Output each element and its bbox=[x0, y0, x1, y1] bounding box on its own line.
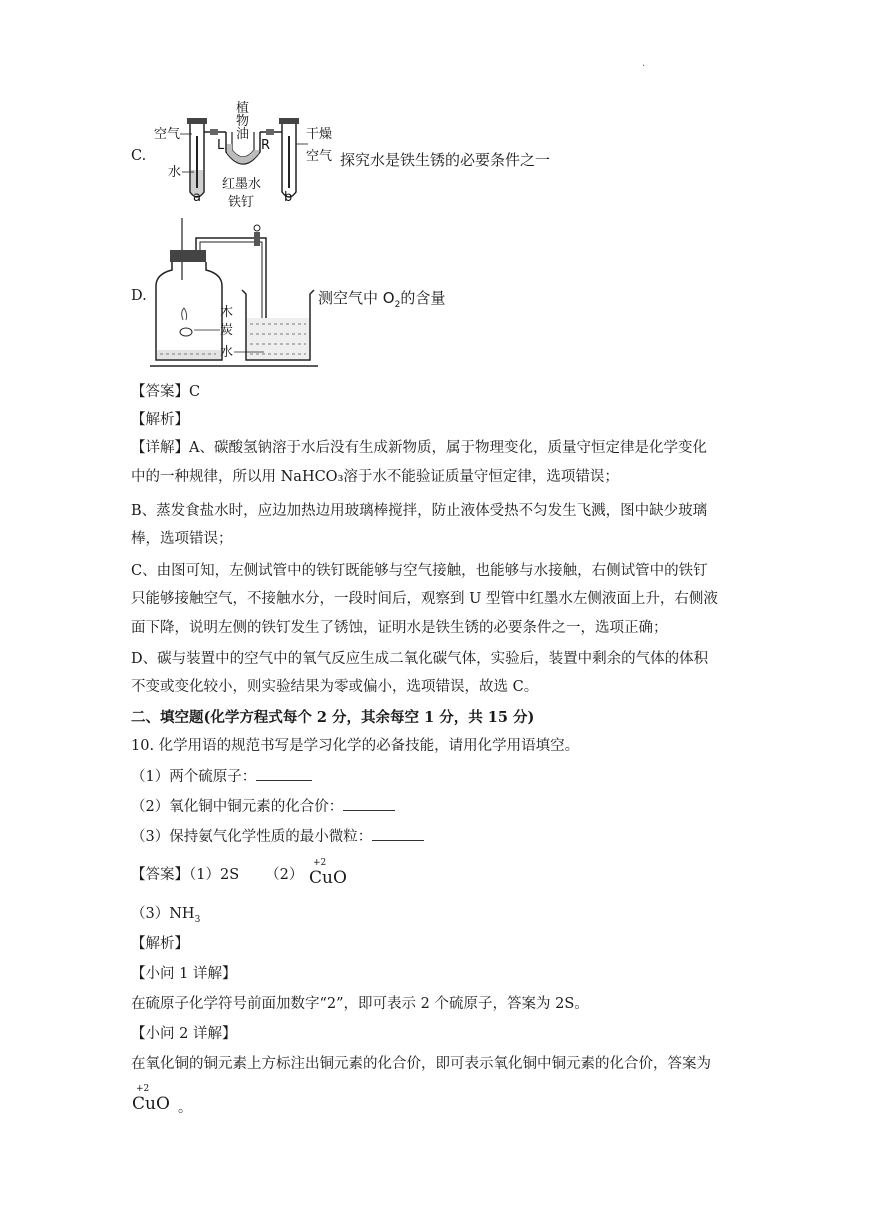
fig-R-label: R bbox=[261, 138, 271, 153]
detail-line-9: 不变或变化较小，则实验结果为零或偏小，选项错误，故选 C。 bbox=[131, 679, 539, 695]
small-2-cuo: CuO bbox=[132, 1094, 170, 1114]
option-c-label: C. bbox=[131, 148, 147, 164]
q10-sub-2: （2）氧化铜中铜元素的化合价： bbox=[131, 798, 395, 816]
detail-line-8: D、碳与装置中的空气中的氧气反应生成二氧化碳气体，实验后，装置中剩余的气体的体积 bbox=[131, 651, 709, 667]
detail-line-4: 棒，选项错误； bbox=[131, 531, 233, 547]
fig-dry-air-label: 空气 bbox=[306, 149, 333, 164]
option-d-label: D. bbox=[131, 288, 147, 304]
q10-stem: 10. 化学用语的规范书写是学习化学的必备技能，请用化学用语填空。 bbox=[131, 738, 580, 754]
fig-veg-oil-1: 植 bbox=[236, 101, 250, 116]
section-2-title: 二、填空题(化学方程式每个 2 分，其余每空 1 分，共 15 分) bbox=[131, 709, 535, 726]
answer-2-part-3: $(3)NH_3$ bbox=[131, 906, 201, 925]
detail-line-1: 【详解】A、碳酸氢钠溶于水后没有生成新物质，属于物理变化，质量守恒定律是化学变化 bbox=[131, 440, 707, 456]
fig-dry-label: 干燥 bbox=[306, 127, 333, 142]
answer-valence: +2 bbox=[313, 858, 327, 868]
small-2-period: 。 bbox=[178, 1100, 192, 1116]
detail-line-3: B、蒸发食盐水时，应边加热边用玻璃棒搅拌，防止液体受热不匀发生飞溅，图中缺少玻璃 bbox=[131, 503, 708, 519]
fig-L-label: L bbox=[217, 138, 225, 153]
detail-line-7: 面下降，说明左侧的铁钉发生了锈蚀，证明水是铁生锈的必要条件之一，选项正确； bbox=[131, 620, 668, 636]
detail-line-5: C、由图可知，左侧试管中的铁钉既能够与空气接触，也能够与水接触，右侧试管中的铁钉 bbox=[131, 563, 708, 579]
answer-1: 【答案】C bbox=[131, 384, 201, 400]
small-question-2-text: 在氧化铜的铜元素上方标注出铜元素的化合价，即可表示氧化铜中铜元素的化合价，答案为 bbox=[131, 1056, 711, 1072]
fig-water-label-d: 水 bbox=[220, 345, 234, 360]
detail-line-2: 中的一种规律，所以用 NaHCO₃溶于水不能验证质量守恒定律，选项错误； bbox=[131, 469, 619, 485]
analysis-1: 【解析】 bbox=[131, 412, 189, 428]
small-question-1-head: 【小问 1 详解】 bbox=[131, 966, 237, 982]
fig-veg-oil-3: 油 bbox=[236, 127, 250, 142]
page-dot: . bbox=[642, 58, 646, 69]
small-2-valence: +2 bbox=[136, 1084, 150, 1094]
fig-a-label: a bbox=[193, 190, 201, 205]
answer-2: 【答案】（1）2S （2） bbox=[131, 867, 304, 883]
detail-line-6: 只能够接触空气，不接触水分，一段时间后，观察到 U 型管中红墨水左侧液面上升，右侧液 bbox=[131, 591, 718, 607]
fig-wood-label: 木 bbox=[220, 305, 234, 320]
small-question-1-text: 在硫原子化学符号前面加数字“2”，即可表示 2 个硫原子，答案为 2S。 bbox=[131, 996, 589, 1012]
answer-cuo: CuO bbox=[309, 868, 347, 888]
option-c-caption: 探究水是铁生锈的必要条件之一 bbox=[340, 151, 551, 169]
analysis-2: 【解析】 bbox=[131, 936, 189, 952]
fig-veg-oil-2: 物 bbox=[236, 114, 250, 129]
q10-sub-3: （3）保持氨气化学性质的最小微粒： bbox=[131, 828, 424, 846]
fig-charcoal-label: 炭 bbox=[220, 323, 234, 338]
air-oxygen-apparatus-figure bbox=[150, 214, 320, 374]
fig-water-label: 水 bbox=[168, 165, 182, 180]
small-question-2-head: 【小问 2 详解】 bbox=[131, 1026, 237, 1042]
q10-sub-1: （1）两个硫原子： bbox=[131, 768, 312, 786]
fig-air-label: 空气 bbox=[154, 127, 181, 142]
fig-nail-label: 铁钉 bbox=[228, 195, 255, 210]
option-d-caption: 测空气中 $O_2$的含量 bbox=[318, 289, 446, 310]
iron-rust-apparatus-figure bbox=[150, 100, 350, 212]
fig-red-ink-label: 红墨水 bbox=[222, 177, 262, 192]
fig-b-label: b bbox=[284, 190, 293, 205]
